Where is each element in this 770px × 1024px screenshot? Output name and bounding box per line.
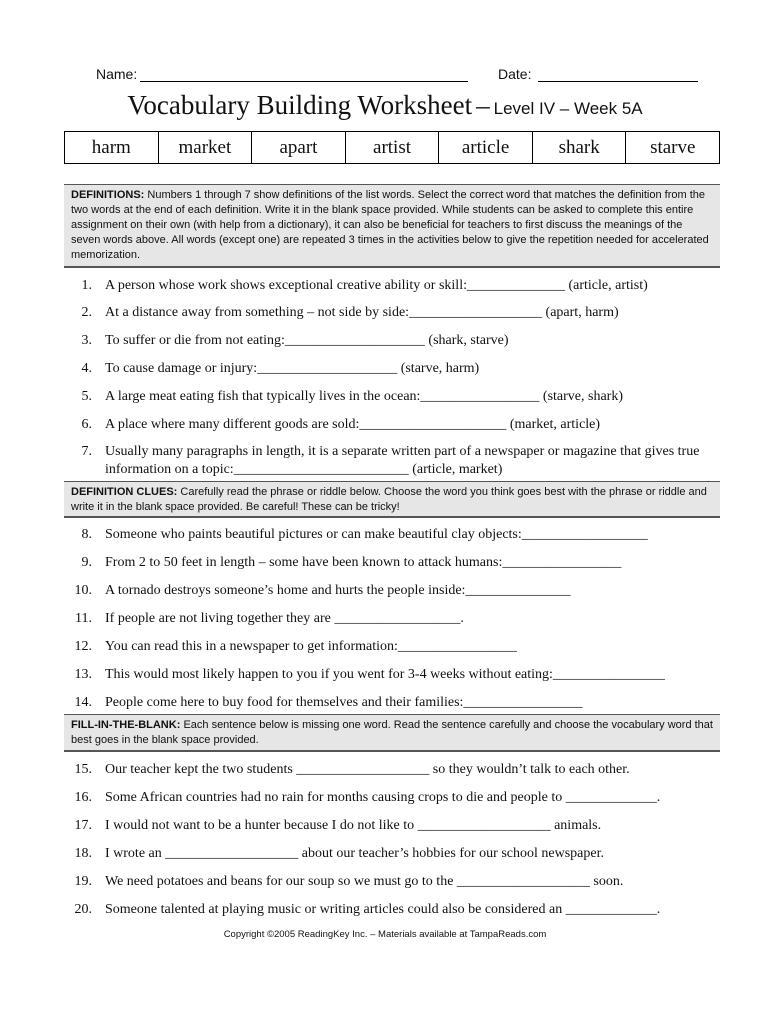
item-text: Some African countries had no rain for months causing crops to die and people to _____________. <box>105 790 661 805</box>
item-number: 2. <box>81 305 92 320</box>
item-text: People come here to buy food for themselves and their families:_________________ <box>105 695 583 710</box>
word-cell: shark <box>533 132 627 163</box>
worksheet-title <box>0 90 770 121</box>
item-number: 16. <box>74 790 92 805</box>
item-number: 11. <box>75 611 92 626</box>
title-dash: – <box>476 90 490 120</box>
item-text: A person whose work shows exceptional creative ability or skill:______________ (article, artist) <box>105 278 648 293</box>
item-text: A large meat eating fish that typically lives in the ocean:_________________ (starve, shark) <box>105 389 623 404</box>
item-text: This would most likely happen to you if you went for 3-4 weeks without eating:________________ <box>105 667 665 682</box>
item-number: 1. <box>81 278 92 293</box>
item-number: 8. <box>81 527 92 542</box>
item-text: At a distance away from something – not side by side:___________________ (apart, harm) <box>105 305 619 320</box>
item-number: 6. <box>81 417 92 432</box>
item-text: We need potatoes and beans for our soup so we must go to the ___________________ soon. <box>105 874 624 889</box>
word-cell: apart <box>252 132 346 163</box>
item-text: Our teacher kept the two students ___________________ so they wouldn’t talk to each other. <box>105 762 630 777</box>
item-number: 14. <box>74 695 92 710</box>
name-field[interactable] <box>140 81 468 82</box>
word-cell: starve <box>650 136 696 158</box>
item-number: 13. <box>74 667 92 682</box>
word-cell: market <box>159 132 253 163</box>
title-main: Vocabulary Building Worksheet <box>127 90 473 120</box>
item-number: 3. <box>81 333 92 348</box>
word-cell: harm <box>65 132 159 163</box>
item-text: Someone who paints beautiful pictures or can make beautiful clay objects:__________________ <box>105 527 648 542</box>
date-field[interactable] <box>538 81 698 82</box>
date-label: Date: <box>498 66 532 82</box>
word-list-table <box>64 131 720 164</box>
name-date-row <box>0 64 770 86</box>
item-text: A place where many different goods are sold:_____________________ (market, article) <box>105 417 601 432</box>
clues-heading: DEFINITION CLUES: <box>71 486 178 498</box>
item-number: 9. <box>81 555 92 570</box>
item-text: I would not want to be a hunter because I do not like to ___________________ animals. <box>105 818 602 833</box>
item-text: Someone talented at playing music or writing articles could also be considered an _____________. <box>105 902 661 917</box>
title-level: Level IV – Week 5A <box>493 99 643 118</box>
item-number: 18. <box>74 846 92 861</box>
clues-instructions <box>64 481 720 518</box>
definitions-heading: DEFINITIONS: <box>71 189 145 201</box>
item-number: 20. <box>74 902 92 917</box>
copyright-footer: Copyright ©2005 ReadingKey Inc. – Materials available at TampaReads.com <box>223 929 547 940</box>
name-label: Name: <box>96 66 138 82</box>
item-text: To suffer or die from not eating:____________________ (shark, starve) <box>105 333 509 348</box>
item-text: From 2 to 50 feet in length – some have been known to attack humans:_________________ <box>105 555 622 570</box>
clues-text: Carefully read the phrase or riddle below. Choose the word you think goes best with the phrase or riddle and write it in the blank space provided. Be careful! These can be tricky! <box>71 486 707 513</box>
item-number: 19. <box>74 874 92 889</box>
fill-instructions <box>64 714 720 752</box>
item-text: I wrote an ___________________ about our teacher’s hobbies for our school newspaper. <box>105 846 604 861</box>
item-number: 12. <box>74 639 92 654</box>
item-number: 5. <box>81 389 92 404</box>
item-text: To cause damage or injury:____________________ (starve, harm) <box>105 361 480 376</box>
item-number: 17. <box>74 818 92 833</box>
item-number: 15. <box>74 762 92 777</box>
word-cell: article <box>439 132 533 163</box>
word-cell: artist <box>346 132 440 163</box>
item-number: 10. <box>74 583 92 598</box>
fill-text: Each sentence below is missing one word. Read the sentence carefully and choose the vocabulary word that best goes in the blank space provided. <box>71 719 713 746</box>
item-text: You can read this in a newspaper to get information:_________________ <box>105 639 517 654</box>
item-text: Usually many paragraphs in length, it is a separate written part of a newspaper or magazine that gives true information on a topic:_________________________ (article, market) <box>105 444 700 477</box>
fill-heading: FILL-IN-THE-BLANK: <box>71 719 181 731</box>
item-text: If people are not living together they are __________________. <box>105 611 464 626</box>
item-number: 4. <box>81 361 92 376</box>
item-text: A tornado destroys someone’s home and hurts the people inside:_______________ <box>105 583 571 598</box>
item-number: 7. <box>81 444 92 459</box>
definitions-text: Numbers 1 through 7 show definitions of the list words. Select the correct word that matches the definition from the two words at the end of each definition. Write it in the blank space provided. While students can be asked to complete this entire assignment on their own (with help from a dictionary), it can also be beneficial for teachers to first discuss the meanings of the seven words above. All words (except one) are repeated 3 times in the activities below to give the repetition needed for accelerated memorization. <box>71 189 709 261</box>
definitions-instructions <box>64 184 720 268</box>
